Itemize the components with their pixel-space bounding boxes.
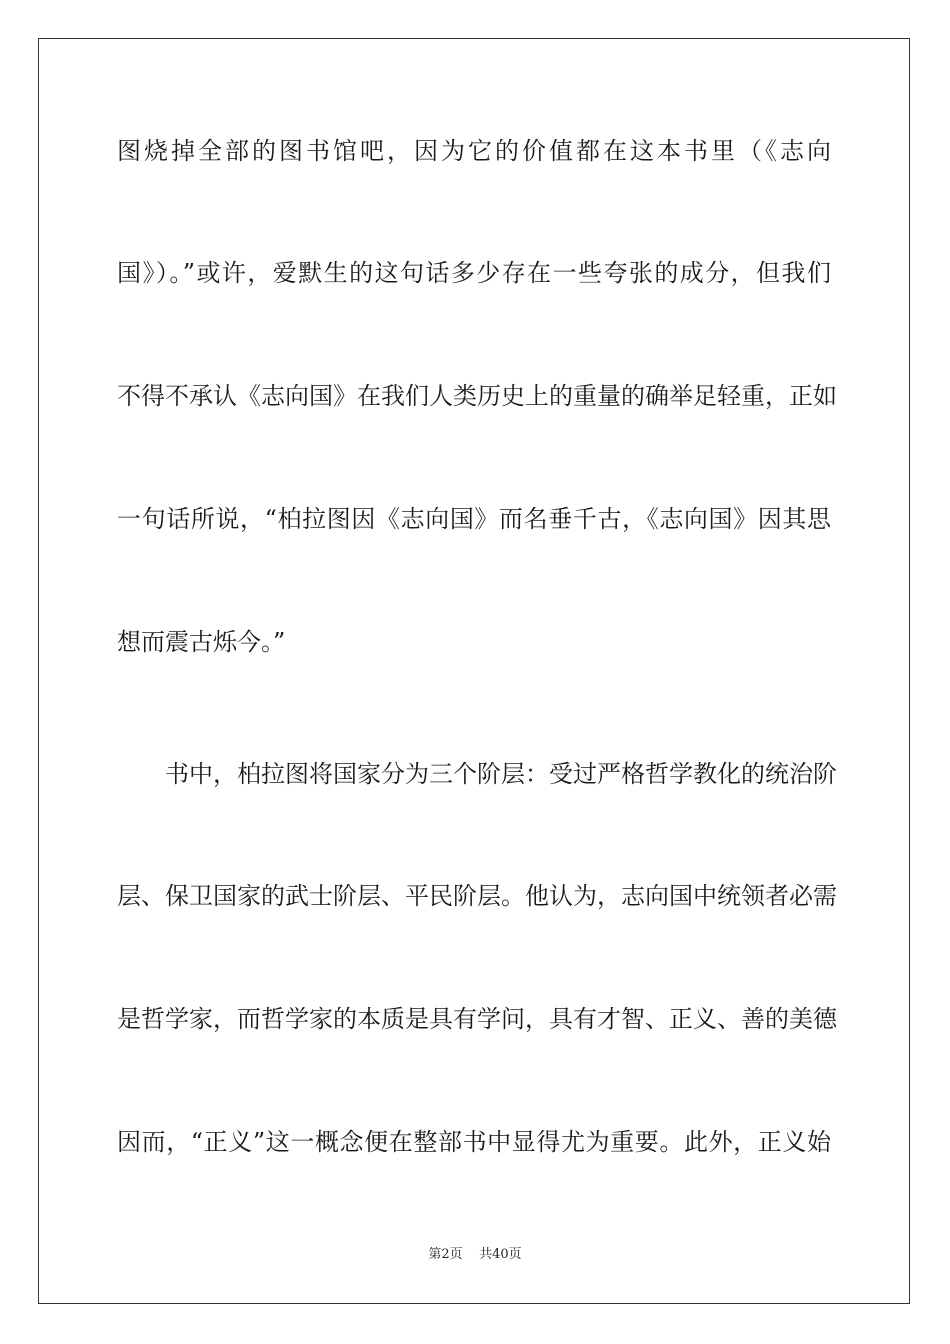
page-number: 第2页 [428,1247,463,1262]
text-line: 书中，柏拉图将国家分为三个阶层：受过严格哲学教化的统治阶 [165,760,837,788]
text-line: 不得不承认《志向国》在我们人类历史上的重量的确举足轻重，正如 [117,382,837,410]
total-pages: 共40页 [479,1247,522,1262]
text-line: 想而震古烁今。” [117,628,286,656]
text-line: 国》）。”或许，爱默生的这句话多少存在一些夸张的成分，但我们 [117,259,831,287]
text-line: 因而，“正义”这一概念便在整部书中显得尤为重要。此外，正义始 [117,1128,831,1156]
page-footer [0,1247,950,1263]
page-border [38,38,910,1304]
text-line: 是哲学家，而哲学家的本质是具有学问，具有才智、正义、善的美德 [117,1005,837,1033]
text-line: 层、保卫国家的武士阶层、平民阶层。他认为，志向国中统领者必需 [117,882,837,910]
text-line: 图烧掉全部的图书馆吧，因为它的价值都在这本书里（《志向 [117,137,831,165]
text-line: 一句话所说，“柏拉图因《志向国》而名垂千古，《志向国》因其思 [117,505,831,533]
